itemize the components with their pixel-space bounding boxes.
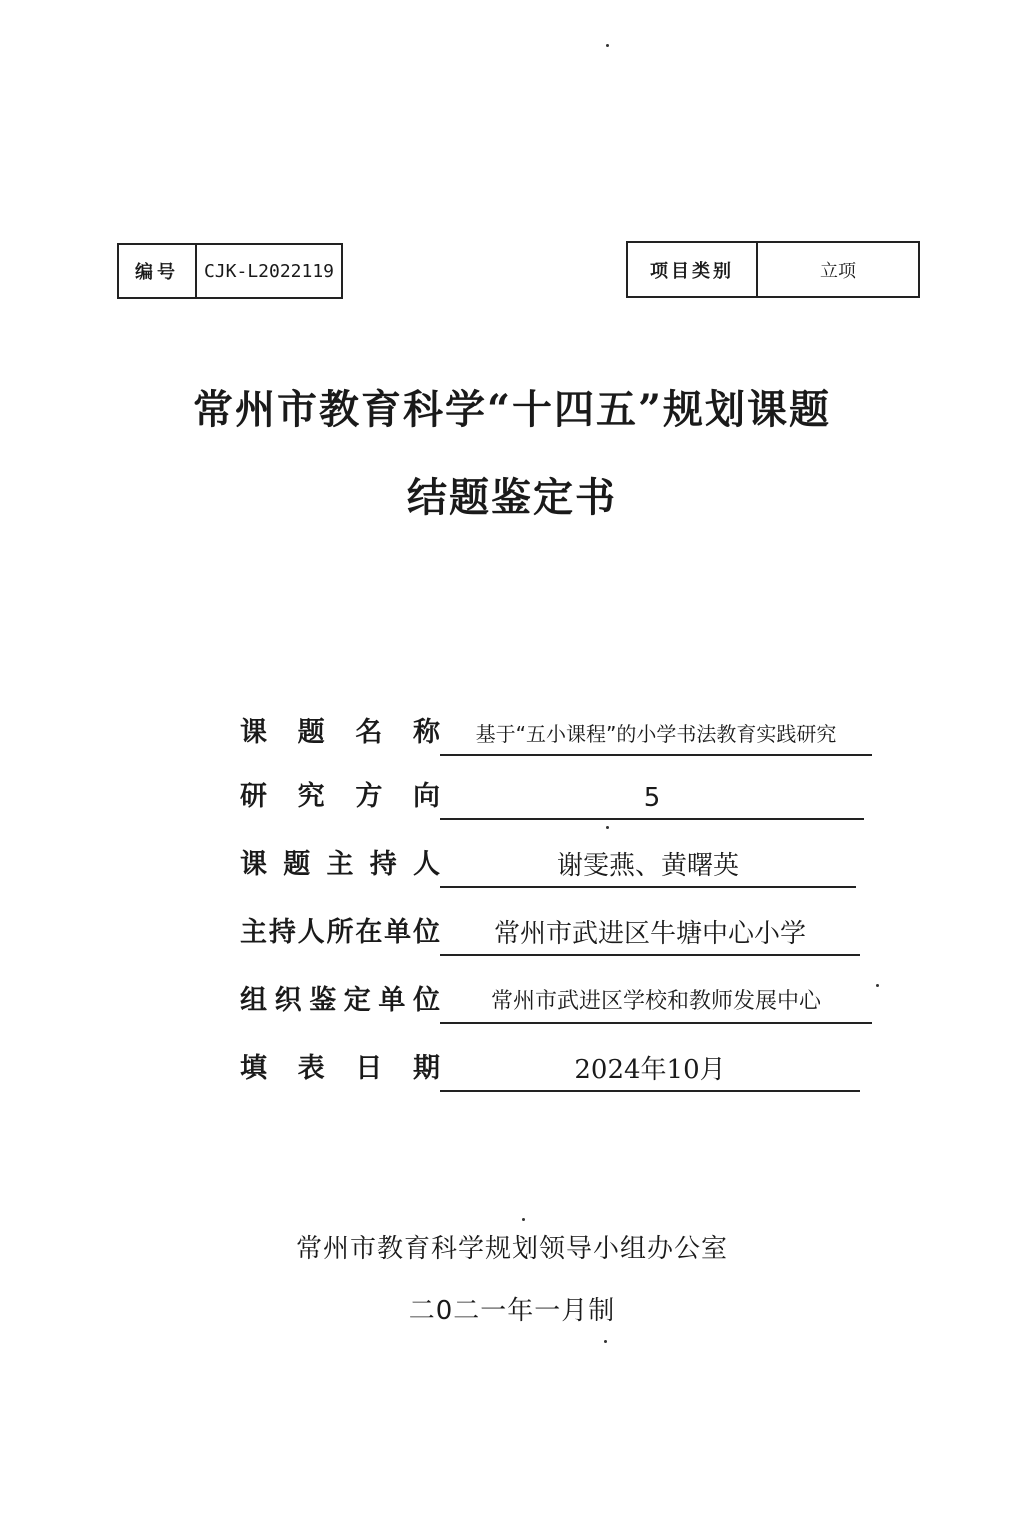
- field-value: 常州市武进区牛塘中心小学: [440, 914, 860, 956]
- field-label: 课 题 名 称: [240, 717, 440, 748]
- category-label: 项目类别: [650, 260, 734, 282]
- document-subtitle: 结题鉴定书: [407, 474, 617, 521]
- scan-speck: [606, 826, 609, 829]
- field-row-direction: [240, 774, 864, 820]
- field-value: 5: [440, 778, 864, 820]
- field-label: 主 持 人 所 在 单 位: [240, 917, 440, 948]
- field-row-appraisal-unit: [240, 978, 872, 1024]
- field-row-topic: [240, 710, 872, 756]
- footer-office: 常州市教育科学规划领导小组办公室: [295, 1234, 728, 1264]
- field-label: 课 题 主 持 人: [240, 849, 440, 880]
- field-value: 常州市武进区学校和教师发展中心: [440, 982, 872, 1024]
- category-value: 立项: [756, 243, 918, 296]
- field-value: 2024年10月: [440, 1050, 860, 1092]
- field-label: 研 究 方 向: [240, 781, 440, 812]
- scan-speck: [522, 1218, 525, 1221]
- code-box: [117, 243, 343, 299]
- field-row-date: [240, 1046, 860, 1092]
- field-row-host: [240, 842, 856, 888]
- field-row-host-unit: [240, 910, 860, 956]
- document-title: 常州市教育科学“十四五”规划课题: [192, 386, 831, 433]
- field-label: 填 表 日 期: [240, 1053, 440, 1084]
- code-value: CJK-L2022119: [195, 245, 341, 297]
- field-value: 基于“五小课程”的小学书法教育实践研究: [440, 714, 872, 756]
- code-label: 编号: [135, 262, 179, 283]
- category-box: [626, 241, 920, 298]
- scan-speck: [604, 1340, 607, 1343]
- field-value: 谢雯燕、黄曙英: [440, 846, 856, 888]
- scan-speck: [876, 984, 879, 987]
- footer-date: 二0二一年一月制: [408, 1296, 616, 1326]
- field-label: 组 织 鉴 定 单 位: [240, 985, 440, 1016]
- scan-speck: [606, 44, 609, 47]
